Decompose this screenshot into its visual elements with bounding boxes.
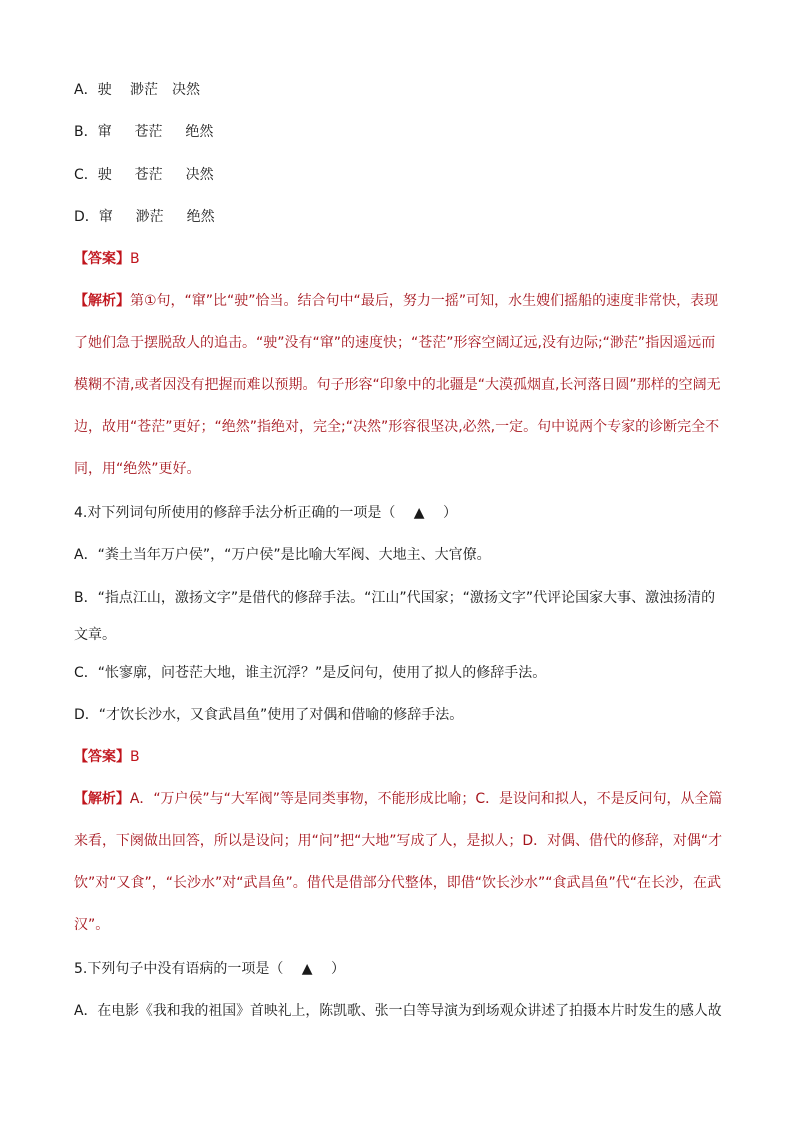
answer-value: B [130,251,140,267]
q3-option-b: B．窜 苍茫 绝然 [74,124,214,140]
analysis-tag: 【解析】 [74,293,130,309]
q4-analysis-line-2: 来看，下阕做出回答，所以是设问；用“问”把“大地”写成了人，是拟人；D．对偶、借代的修辞，对偶“才 [74,833,723,849]
q3-analysis-line-2: 了她们急于摆脱敌人的追击。“驶”没有“窜”的速度快；“苍茫”形容空阔辽远,没有边际;“渺茫”指因遥远而 [74,335,716,351]
q3-analysis-line-5: 同，用“绝然”更好。 [74,461,201,477]
q4-option-b-cont: 文章。 [74,627,116,643]
q3-option-a: A．驶 渺茫 决然 [74,82,201,98]
q5-stem: 5.下列句子中没有语病的一项是（ ▲ ） [74,961,346,977]
q4-option-c: C．“怅寥廓，问苍茫大地，谁主沉浮？”是反问句，使用了拟人的修辞手法。 [74,665,547,681]
q3-analysis-line-4: 边，故用“苍茫”更好；“绝然”指绝对，完全;“决然”形容很坚决,必然,一定。句中说两个专家的诊断完全不 [74,419,720,435]
q4-option-d: D．“才饮长沙水，又食武昌鱼”使用了对偶和借喻的修辞手法。 [74,707,464,723]
q4-answer [74,747,722,767]
q4-analysis-line-1 [74,789,723,809]
q3-option-c: C．驶 苍茫 决然 [74,167,214,183]
analysis-text: A．“万户侯”与“大军阀”等是同类事物，不能形成比喻；C．是设问和拟人，不是反问句，从全篇 [129,791,723,807]
q3-analysis-line-3: 模糊不清,或者因没有把握而难以预期。句子形容“印象中的北疆是“大漠孤烟直,长河落日圆”那样的空阔无 [74,377,721,393]
answer-tag: 【答案】 [74,749,130,765]
analysis-tag: 【解析】 [74,791,130,807]
answer-value: B [130,749,140,765]
q4-stem: 4.对下列词句所使用的修辞手法分析正确的一项是（ ▲ ） [74,505,458,521]
analysis-text: 第①句，“窜”比“驶”恰当。结合句中“最后，努力一摇”可知，水生嫂们摇船的速度非常快，表现 [130,293,719,309]
answer-tag: 【答案】 [74,251,130,267]
q4-analysis-line-3: 饮”对“又食”，“长沙水”对“武昌鱼”。借代是借部分代整体，即借“饮长沙水”“食武昌鱼”代“在长沙，在武 [74,875,722,891]
q3-analysis-line-1 [74,291,722,311]
q3-answer [74,249,722,269]
q4-option-b: B．“指点江山，激扬文字”是借代的修辞手法。“江山”代国家；“激扬文字”代评论国家大事、激浊扬清的 [74,590,716,606]
q4-option-a: A．“粪土当年万户侯”，“万户侯”是比喻大军阀、大地主、大官僚。 [74,547,491,563]
q3-option-d: D．窜 渺茫 绝然 [74,209,215,225]
q4-analysis-line-4: 汉”。 [74,917,110,933]
q5-option-a: A．在电影《我和我的祖国》首映礼上，陈凯歌、张一白等导演为到场观众讲述了拍摄本片时发生的感人故 [74,1003,722,1019]
